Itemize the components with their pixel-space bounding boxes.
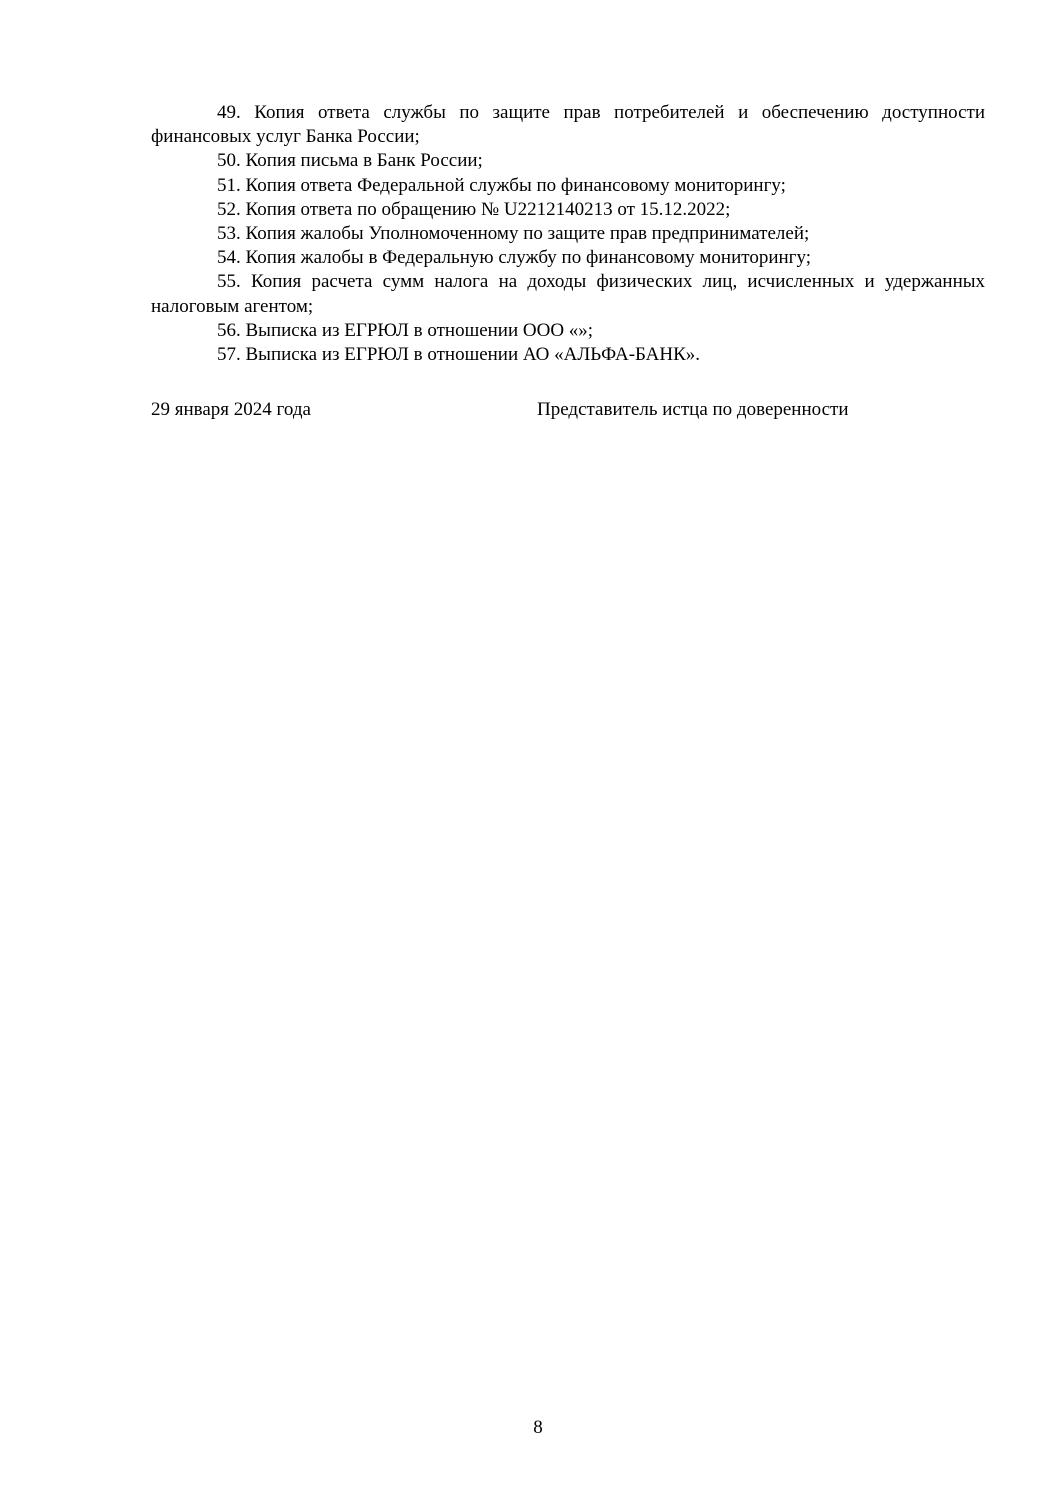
page-number: 8 (533, 1417, 543, 1438)
list-item: 51. Копия ответа Федеральной службы по финансовому мониторингу; (217, 174, 786, 196)
signature-representative: Представитель истца по доверенности (537, 399, 849, 420)
list-item: 55. Копия расчета сумм налога на доходы физических лиц, исчисленных и удержанных налоговым агентом; (151, 271, 985, 317)
list-item: 56. Выписка из ЕГРЮЛ в отношении ООО «»; (217, 319, 594, 341)
list-item: 49. Копия ответа службы по защите прав потребителей и обеспечению доступности финансовых услуг Банка России; (151, 102, 985, 148)
attachments-list (151, 101, 985, 367)
list-item: 50. Копия письма в Банк России; (217, 150, 483, 172)
list-item: 57. Выписка из ЕГРЮЛ в отношении АО «АЛЬФА-БАНК». (217, 344, 701, 366)
list-item: 52. Копия ответа по обращению № U2212140213 от 15.12.2022; (217, 198, 731, 220)
signature-date: 29 января 2024 года (151, 399, 311, 420)
list-item: 54. Копия жалобы в Федеральную службу по финансовому мониторингу; (217, 247, 811, 269)
list-item: 53. Копия жалобы Уполномоченному по защите прав предпринимателей; (217, 223, 810, 245)
